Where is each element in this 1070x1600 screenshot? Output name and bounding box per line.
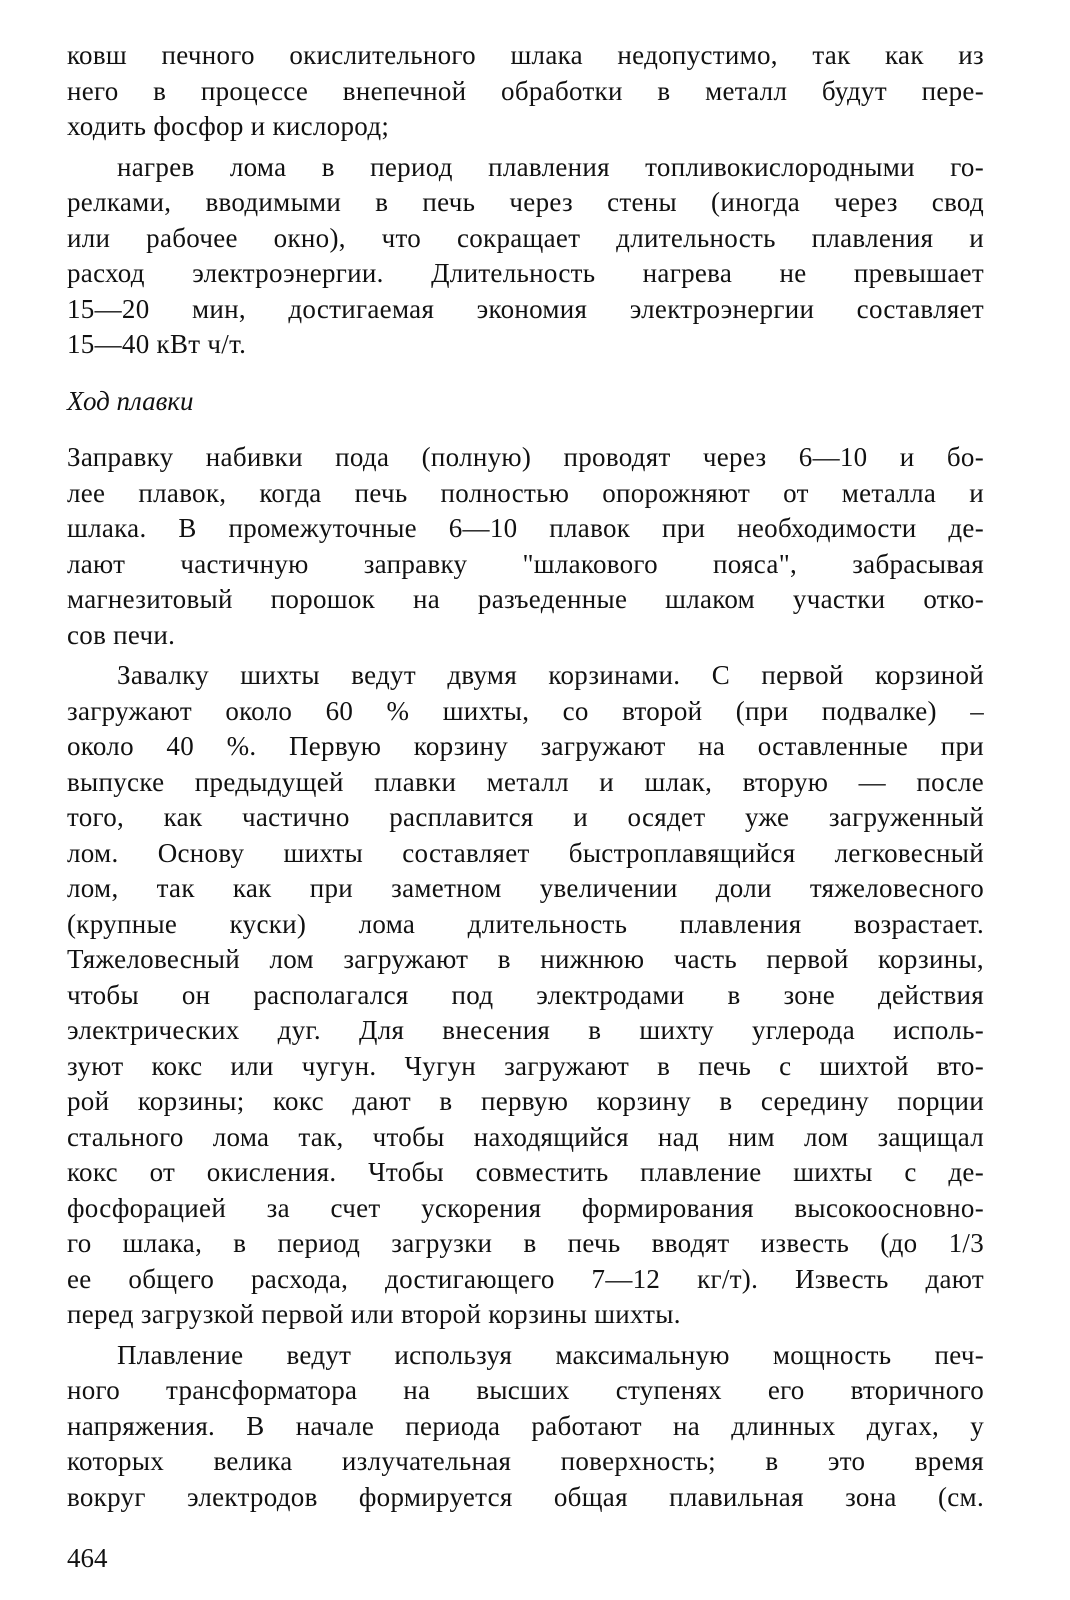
text-line: Тяжеловесный лом загружают в нижнюю часть первой корзины, <box>67 944 984 974</box>
text-line: ного трансформатора на высших ступенях его вторичного <box>67 1375 984 1405</box>
text-line: фосфорацией за счет ускорения формирования высокоосновно- <box>67 1192 984 1223</box>
text-line: загружают около 60 % шихты, со второй (при подвалке) – <box>67 695 984 726</box>
text-line: перед загрузкой первой или второй корзины шихты. <box>67 1299 681 1329</box>
text-line: около 40 %. Первую корзину загружают на оставленные при <box>67 731 984 761</box>
paragraph-3 <box>67 440 984 653</box>
text-line: выпуске предыдущей плавки металл и шлак, вторую — после <box>67 766 984 797</box>
text-line: го шлака, в период загрузки в печь вводят известь (до 1/3 <box>67 1228 984 1258</box>
text-line: 15—40 кВт ч/т. <box>67 329 247 359</box>
text-line: которых велика излучательная поверхность; в это время <box>67 1446 984 1476</box>
text-line: лом, так как при заметном увеличении доли тяжеловесного <box>67 873 984 903</box>
text-line: электрических дуг. Для внесения в шихту углерода исполь- <box>67 1015 984 1045</box>
text-line: лают частичную заправку "шлакового пояса", забрасывая <box>67 548 984 579</box>
text-line: Завалку шихты ведут двумя корзинами. С первой корзиной <box>117 660 984 690</box>
text-line: шлака. В промежуточные 6—10 плавок при необходимости де- <box>67 513 984 543</box>
text-line: стального лома так, чтобы находящийся над ним лом защищал <box>67 1121 984 1152</box>
text-line: зуют кокс или чугун. Чугун загружают в печь с шихтой вто- <box>67 1050 984 1081</box>
text-line: него в процессе внепечной обработки в металл будут пере- <box>67 75 984 106</box>
text-line: сов печи. <box>67 619 176 650</box>
text-line: 15—20 мин, достигаемая экономия электроэнергии составляет <box>67 293 984 324</box>
text-line: кокс от окисления. Чтобы совместить плавление шихты с де- <box>67 1157 984 1187</box>
section-heading: Ход плавки <box>67 385 194 416</box>
text-line: чтобы он располагался под электродами в зоне действия <box>67 979 984 1010</box>
paragraph-4 <box>67 658 984 1333</box>
text-line: ее общего расхода, достигающего 7—12 кг/т). Известь дают <box>67 1263 984 1294</box>
text-line: лом. Основу шихты составляет быстроплавящийся легковесный <box>67 837 984 868</box>
text-line: или рабочее окно), что сокращает длительность плавления и <box>67 222 984 253</box>
text-line: ходить фосфор и кислород; <box>67 111 390 141</box>
paragraph-5 <box>67 1338 984 1516</box>
page-body <box>67 38 984 1515</box>
text-line: того, как частично расплавится и осядет уже загруженный <box>67 802 984 832</box>
text-line: ковш печного окислительного шлака недопустимо, так как из <box>67 40 984 70</box>
text-line: рой корзины; кокс дают в первую корзину в середину порции <box>67 1086 984 1116</box>
page-number: 464 <box>67 1543 108 1573</box>
text-line: (крупные куски) лома длительность плавления возрастает. <box>67 908 984 939</box>
text-line: расход электроэнергии. Длительность нагрева не превышает <box>67 258 984 288</box>
text-line: Плавление ведут используя максимальную мощность печ- <box>117 1339 984 1370</box>
text-line: нагрев лома в период плавления топливокислородными го- <box>117 151 984 182</box>
text-line: Заправку набивки пода (полную) проводят через 6—10 и бо- <box>67 442 984 472</box>
text-line: напряжения. В начале периода работают на длинных дугах, у <box>67 1410 984 1441</box>
text-line: лее плавок, когда печь полностью опорожняют от металла и <box>67 477 984 508</box>
paragraph-1 <box>67 150 984 363</box>
paragraph-0 <box>67 38 984 145</box>
text-line: вокруг электродов формируется общая плавильная зона (см. <box>67 1481 984 1512</box>
text-line: релками, вводимыми в печь через стены (иногда через свод <box>67 187 984 217</box>
text-line: магнезитовый порошок на разъеденные шлаком участки отко- <box>67 584 984 614</box>
